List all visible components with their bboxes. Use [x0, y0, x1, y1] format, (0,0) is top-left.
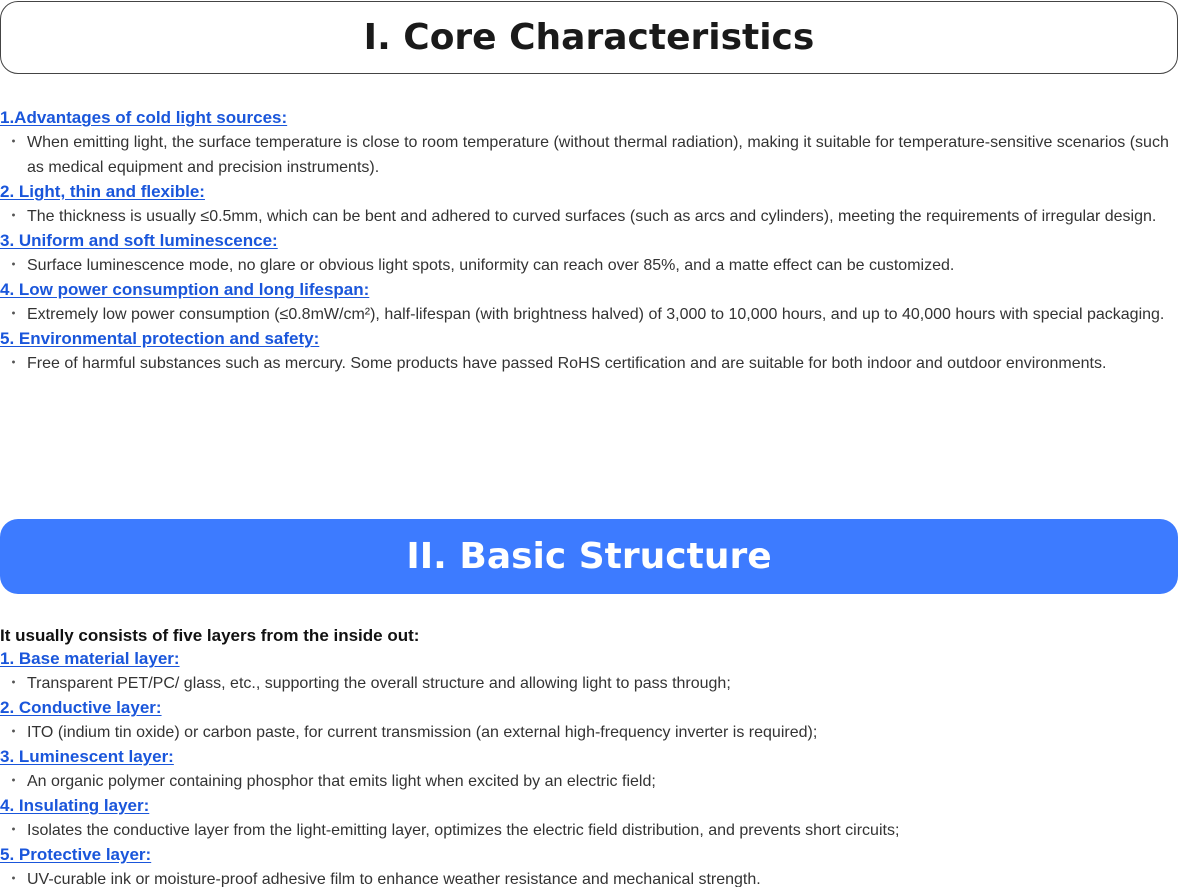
section-header-basic-structure [0, 519, 1178, 594]
list-item [0, 794, 1180, 843]
item-title: 3. Luminescent layer: [0, 747, 174, 766]
bullet-row [0, 720, 1180, 745]
bullet-row [0, 253, 1180, 278]
item-title: 1. Base material layer: [0, 649, 180, 668]
bullet-row [0, 769, 1180, 794]
item-description: The thickness is usually ≤0.5mm, which can be bent and adhered to curved surfaces (such as arcs and cylinders), meeting the requirements of irregular design. [27, 208, 1157, 225]
item-description: Free of harmful substances such as mercury. Some products have passed RoHS certification and are suitable for both indoor and outdoor environments. [27, 355, 1107, 372]
intro-text: It usually consists of five layers from the inside out: [0, 626, 420, 645]
bullet-dot-icon: ・ [5, 773, 22, 790]
bullet-row [0, 351, 1180, 376]
bullet-row [0, 818, 1180, 843]
item-title: 2. Conductive layer: [0, 698, 162, 717]
item-description: Transparent PET/PC/ glass, etc., supporting the overall structure and allowing light to pass through; [27, 675, 731, 692]
list-item [0, 843, 1180, 887]
bullet-row [0, 204, 1180, 229]
bullet-row [0, 302, 1180, 327]
basic-structure-list [0, 625, 1180, 887]
list-item [0, 745, 1180, 794]
item-title: 5. Environmental protection and safety: [0, 329, 320, 348]
core-characteristics-list [0, 106, 1180, 376]
item-description: When emitting light, the surface temperature is close to room temperature (without thermal radiation), making it suitable for temperature-sensitive scenarios (such as medical equipment and precision instruments). [27, 134, 1169, 176]
section-title: II. Basic Structure [406, 536, 772, 577]
bullet-dot-icon: ・ [5, 306, 22, 323]
item-title: 2. Light, thin and flexible: [0, 182, 205, 201]
bullet-dot-icon: ・ [5, 134, 22, 151]
bullet-dot-icon: ・ [5, 871, 22, 887]
bullet-dot-icon: ・ [5, 208, 22, 225]
section-header-core-characteristics [0, 1, 1178, 74]
list-item [0, 229, 1180, 278]
bullet-row [0, 671, 1180, 696]
list-item [0, 278, 1180, 327]
bullet-dot-icon: ・ [5, 822, 22, 839]
bullet-row [0, 867, 1180, 887]
bullet-dot-icon: ・ [5, 355, 22, 372]
item-title: 4. Insulating layer: [0, 796, 150, 815]
list-item [0, 696, 1180, 745]
item-description: UV-curable ink or moisture-proof adhesive film to enhance weather resistance and mechanical strength. [27, 871, 761, 887]
item-description: ITO (indium tin oxide) or carbon paste, for current transmission (an external high-frequency inverter is required); [27, 724, 818, 741]
list-item [0, 327, 1180, 376]
section-title: I. Core Characteristics [363, 17, 815, 58]
list-item [0, 106, 1180, 180]
item-description: An organic polymer containing phosphor that emits light when excited by an electric field; [27, 773, 656, 790]
item-title: 1.Advantages of cold light sources: [0, 108, 288, 127]
item-title: 4. Low power consumption and long lifespan: [0, 280, 370, 299]
item-description: Surface luminescence mode, no glare or obvious light spots, uniformity can reach over 85%, and a matte effect can be customized. [27, 257, 955, 274]
bullet-dot-icon: ・ [5, 257, 22, 274]
item-title: 3. Uniform and soft luminescence: [0, 231, 278, 250]
item-description: Extremely low power consumption (≤0.8mW/cm²), half-lifespan (with brightness halved) of 3,000 to 10,000 hours, and up to 40,000 hours with special packaging. [27, 306, 1165, 323]
item-title: 5. Protective layer: [0, 845, 152, 864]
bullet-dot-icon: ・ [5, 675, 22, 692]
bullet-dot-icon: ・ [5, 724, 22, 741]
list-item [0, 180, 1180, 229]
item-description: Isolates the conductive layer from the light-emitting layer, optimizes the electric field distribution, and prevents short circuits; [27, 822, 900, 839]
bullet-row [0, 130, 1180, 180]
list-item [0, 647, 1180, 696]
